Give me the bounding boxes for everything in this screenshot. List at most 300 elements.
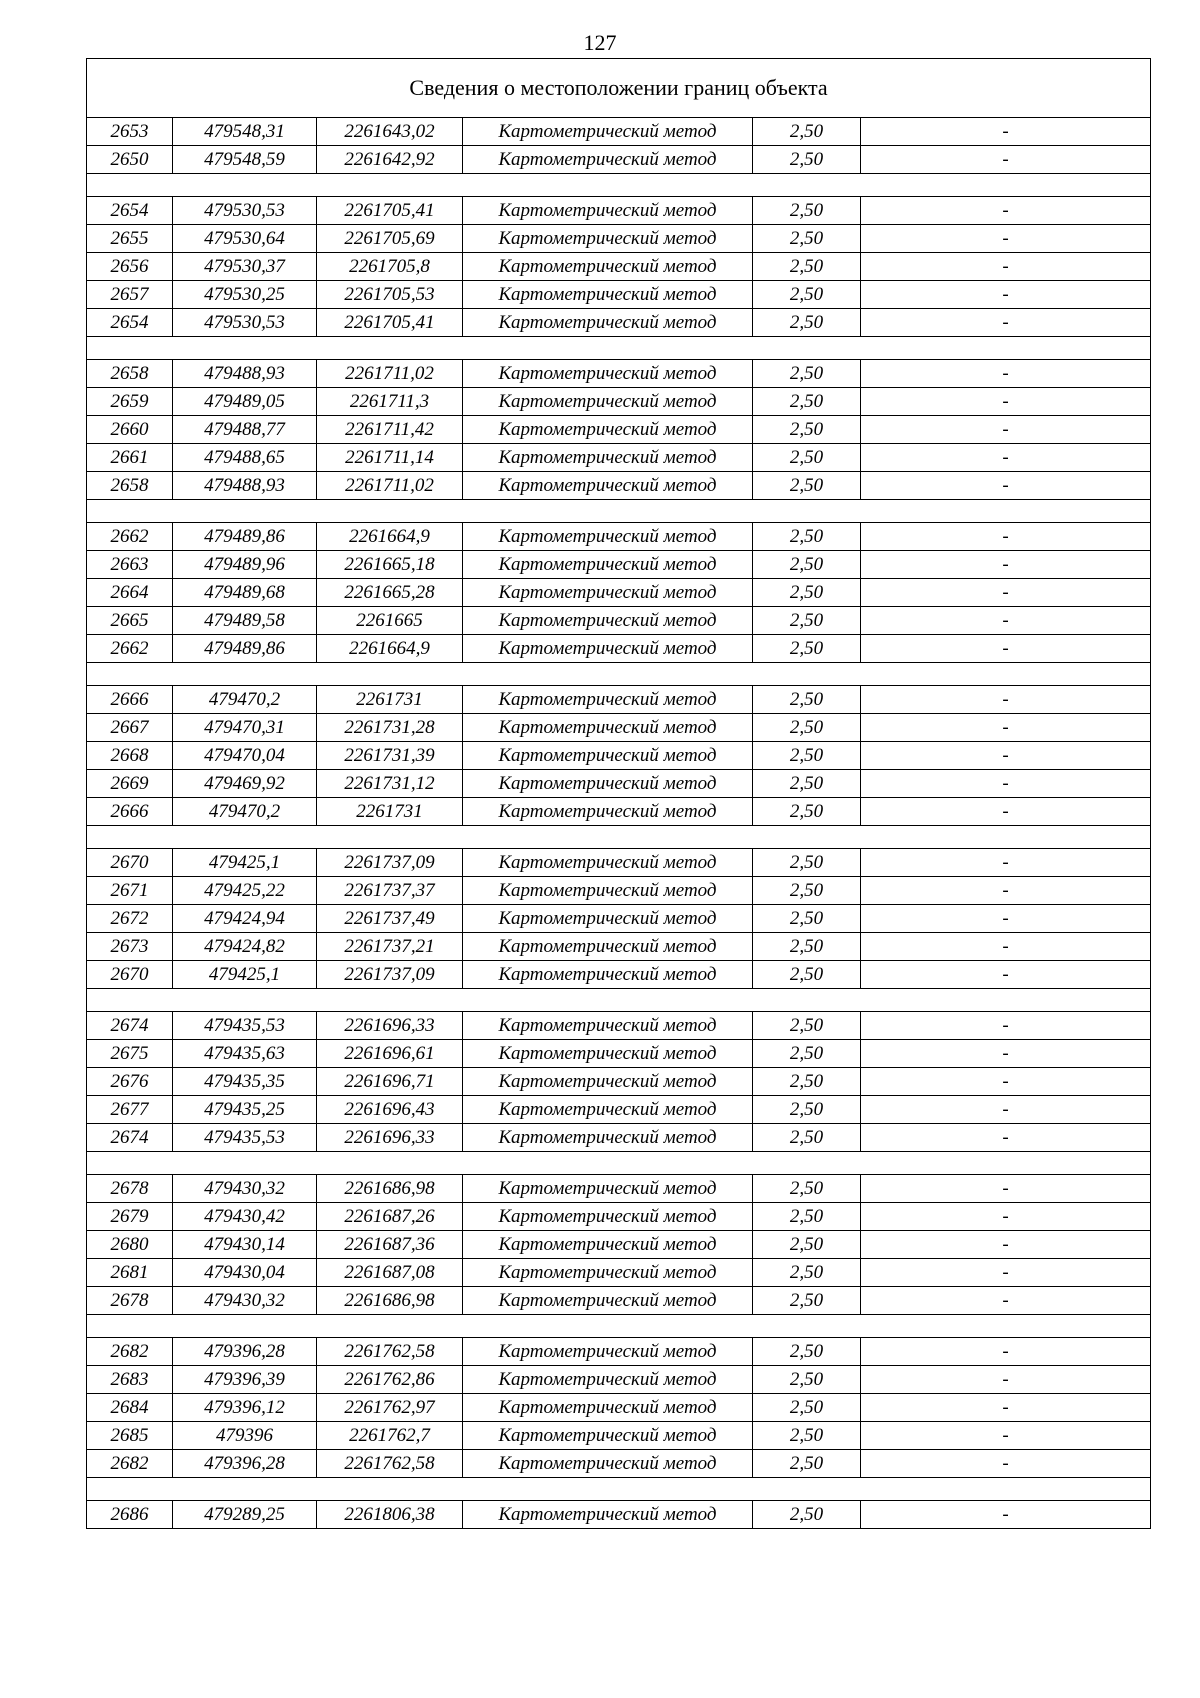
x-coordinate-cell: 479488,65 — [173, 444, 317, 472]
table-row — [87, 798, 1151, 826]
point-number-cell: 2682 — [87, 1450, 173, 1478]
y-coordinate-cell: 2261664,9 — [317, 523, 463, 551]
description-cell: - — [861, 472, 1151, 500]
point-number-cell: 2682 — [87, 1338, 173, 1366]
y-coordinate-cell: 2261696,33 — [317, 1124, 463, 1152]
table-row — [87, 714, 1151, 742]
method-cell: Картометрический метод — [463, 877, 753, 905]
point-number-cell: 2670 — [87, 961, 173, 989]
table-row — [87, 1287, 1151, 1315]
y-coordinate-cell: 2261705,41 — [317, 309, 463, 337]
method-cell: Картометрический метод — [463, 444, 753, 472]
point-number-cell: 2686 — [87, 1501, 173, 1529]
accuracy-cell: 2,50 — [753, 742, 861, 770]
point-number-cell: 2656 — [87, 253, 173, 281]
method-cell: Картометрический метод — [463, 146, 753, 174]
y-coordinate-cell: 2261762,86 — [317, 1366, 463, 1394]
table-row — [87, 1366, 1151, 1394]
table-row — [87, 146, 1151, 174]
x-coordinate-cell: 479425,1 — [173, 961, 317, 989]
point-number-cell: 2662 — [87, 635, 173, 663]
y-coordinate-cell: 2261762,58 — [317, 1450, 463, 1478]
accuracy-cell: 2,50 — [753, 607, 861, 635]
description-cell: - — [861, 388, 1151, 416]
description-cell: - — [861, 1394, 1151, 1422]
table-row — [87, 444, 1151, 472]
description-cell: - — [861, 1366, 1151, 1394]
method-cell: Картометрический метод — [463, 225, 753, 253]
y-coordinate-cell: 2261711,42 — [317, 416, 463, 444]
point-number-cell: 2669 — [87, 770, 173, 798]
table-row — [87, 933, 1151, 961]
description-cell: - — [861, 118, 1151, 146]
group-separator-row — [87, 989, 1151, 1012]
method-cell: Картометрический метод — [463, 1203, 753, 1231]
description-cell: - — [861, 607, 1151, 635]
accuracy-cell: 2,50 — [753, 635, 861, 663]
accuracy-cell: 2,50 — [753, 523, 861, 551]
table-row — [87, 579, 1151, 607]
point-number-cell: 2671 — [87, 877, 173, 905]
accuracy-cell: 2,50 — [753, 770, 861, 798]
x-coordinate-cell: 479289,25 — [173, 1501, 317, 1529]
method-cell: Картометрический метод — [463, 798, 753, 826]
y-coordinate-cell: 2261687,36 — [317, 1231, 463, 1259]
accuracy-cell: 2,50 — [753, 281, 861, 309]
description-cell: - — [861, 961, 1151, 989]
point-number-cell: 2663 — [87, 551, 173, 579]
method-cell: Картометрический метод — [463, 607, 753, 635]
y-coordinate-cell: 2261731,28 — [317, 714, 463, 742]
accuracy-cell: 2,50 — [753, 1259, 861, 1287]
description-cell: - — [861, 1287, 1151, 1315]
description-cell: - — [861, 877, 1151, 905]
y-coordinate-cell: 2261737,09 — [317, 849, 463, 877]
point-number-cell: 2681 — [87, 1259, 173, 1287]
separator-cell — [87, 1152, 1151, 1175]
method-cell: Картометрический метод — [463, 197, 753, 225]
table-row — [87, 1040, 1151, 1068]
accuracy-cell: 2,50 — [753, 1040, 861, 1068]
accuracy-cell: 2,50 — [753, 1366, 861, 1394]
table-title-row — [87, 59, 1151, 118]
accuracy-cell: 2,50 — [753, 849, 861, 877]
y-coordinate-cell: 2261762,58 — [317, 1338, 463, 1366]
table-row — [87, 905, 1151, 933]
table-body — [87, 118, 1151, 1529]
point-number-cell: 2653 — [87, 118, 173, 146]
accuracy-cell: 2,50 — [753, 1422, 861, 1450]
table-row — [87, 551, 1151, 579]
x-coordinate-cell: 479530,64 — [173, 225, 317, 253]
description-cell: - — [861, 1040, 1151, 1068]
accuracy-cell: 2,50 — [753, 444, 861, 472]
description-cell: - — [861, 197, 1151, 225]
accuracy-cell: 2,50 — [753, 416, 861, 444]
x-coordinate-cell: 479489,96 — [173, 551, 317, 579]
description-cell: - — [861, 1068, 1151, 1096]
page-number: 127 — [583, 30, 617, 55]
table-row — [87, 1450, 1151, 1478]
x-coordinate-cell: 479430,04 — [173, 1259, 317, 1287]
table-row — [87, 388, 1151, 416]
method-cell: Картометрический метод — [463, 281, 753, 309]
point-number-cell: 2678 — [87, 1175, 173, 1203]
x-coordinate-cell: 479488,93 — [173, 472, 317, 500]
separator-cell — [87, 826, 1151, 849]
method-cell: Картометрический метод — [463, 849, 753, 877]
description-cell: - — [861, 635, 1151, 663]
point-number-cell: 2658 — [87, 360, 173, 388]
description-cell: - — [861, 309, 1151, 337]
table-row — [87, 523, 1151, 551]
point-number-cell: 2654 — [87, 309, 173, 337]
y-coordinate-cell: 2261705,69 — [317, 225, 463, 253]
method-cell: Картометрический метод — [463, 360, 753, 388]
point-number-cell: 2677 — [87, 1096, 173, 1124]
x-coordinate-cell: 479488,93 — [173, 360, 317, 388]
point-number-cell: 2660 — [87, 416, 173, 444]
description-cell: - — [861, 742, 1151, 770]
x-coordinate-cell: 479424,94 — [173, 905, 317, 933]
separator-cell — [87, 989, 1151, 1012]
point-number-cell: 2657 — [87, 281, 173, 309]
x-coordinate-cell: 479470,31 — [173, 714, 317, 742]
table-row — [87, 1338, 1151, 1366]
table-row — [87, 1501, 1151, 1529]
table-row — [87, 253, 1151, 281]
point-number-cell: 2665 — [87, 607, 173, 635]
description-cell: - — [861, 1450, 1151, 1478]
point-number-cell: 2654 — [87, 197, 173, 225]
accuracy-cell: 2,50 — [753, 1124, 861, 1152]
method-cell: Картометрический метод — [463, 714, 753, 742]
description-cell: - — [861, 714, 1151, 742]
accuracy-cell: 2,50 — [753, 118, 861, 146]
method-cell: Картометрический метод — [463, 1366, 753, 1394]
point-number-cell: 2674 — [87, 1012, 173, 1040]
y-coordinate-cell: 2261665,18 — [317, 551, 463, 579]
x-coordinate-cell: 479489,68 — [173, 579, 317, 607]
point-number-cell: 2667 — [87, 714, 173, 742]
accuracy-cell: 2,50 — [753, 309, 861, 337]
method-cell: Картометрический метод — [463, 1012, 753, 1040]
y-coordinate-cell: 2261696,71 — [317, 1068, 463, 1096]
method-cell: Картометрический метод — [463, 309, 753, 337]
y-coordinate-cell: 2261643,02 — [317, 118, 463, 146]
separator-cell — [87, 1315, 1151, 1338]
table-row — [87, 1259, 1151, 1287]
y-coordinate-cell: 2261731 — [317, 798, 463, 826]
table-title: Сведения о местоположении границ объекта — [87, 59, 1151, 118]
method-cell: Картометрический метод — [463, 686, 753, 714]
group-separator-row — [87, 826, 1151, 849]
x-coordinate-cell: 479396,39 — [173, 1366, 317, 1394]
point-number-cell: 2680 — [87, 1231, 173, 1259]
method-cell: Картометрический метод — [463, 1450, 753, 1478]
x-coordinate-cell: 479435,53 — [173, 1124, 317, 1152]
separator-cell — [87, 174, 1151, 197]
method-cell: Картометрический метод — [463, 472, 753, 500]
accuracy-cell: 2,50 — [753, 877, 861, 905]
table-row — [87, 1422, 1151, 1450]
accuracy-cell: 2,50 — [753, 472, 861, 500]
x-coordinate-cell: 479548,59 — [173, 146, 317, 174]
x-coordinate-cell: 479396 — [173, 1422, 317, 1450]
table-row — [87, 225, 1151, 253]
accuracy-cell: 2,50 — [753, 1203, 861, 1231]
y-coordinate-cell: 2261737,37 — [317, 877, 463, 905]
x-coordinate-cell: 479489,86 — [173, 523, 317, 551]
point-number-cell: 2662 — [87, 523, 173, 551]
accuracy-cell: 2,50 — [753, 714, 861, 742]
boundary-coordinates-table — [86, 58, 1151, 1529]
y-coordinate-cell: 2261711,02 — [317, 360, 463, 388]
point-number-cell: 2661 — [87, 444, 173, 472]
accuracy-cell: 2,50 — [753, 1394, 861, 1422]
y-coordinate-cell: 2261665 — [317, 607, 463, 635]
accuracy-cell: 2,50 — [753, 686, 861, 714]
point-number-cell: 2658 — [87, 472, 173, 500]
point-number-cell: 2670 — [87, 849, 173, 877]
method-cell: Картометрический метод — [463, 118, 753, 146]
description-cell: - — [861, 416, 1151, 444]
method-cell: Картометрический метод — [463, 1096, 753, 1124]
method-cell: Картометрический метод — [463, 551, 753, 579]
table-row — [87, 770, 1151, 798]
y-coordinate-cell: 2261687,08 — [317, 1259, 463, 1287]
x-coordinate-cell: 479435,35 — [173, 1068, 317, 1096]
x-coordinate-cell: 479530,37 — [173, 253, 317, 281]
accuracy-cell: 2,50 — [753, 1068, 861, 1096]
accuracy-cell: 2,50 — [753, 146, 861, 174]
method-cell: Картометрический метод — [463, 1231, 753, 1259]
description-cell: - — [861, 1096, 1151, 1124]
point-number-cell: 2683 — [87, 1366, 173, 1394]
table-row — [87, 742, 1151, 770]
table-row — [87, 877, 1151, 905]
method-cell: Картометрический метод — [463, 905, 753, 933]
y-coordinate-cell: 2261696,61 — [317, 1040, 463, 1068]
accuracy-cell: 2,50 — [753, 1175, 861, 1203]
group-separator-row — [87, 337, 1151, 360]
table-row — [87, 1068, 1151, 1096]
x-coordinate-cell: 479430,42 — [173, 1203, 317, 1231]
table-row — [87, 360, 1151, 388]
table-row — [87, 607, 1151, 635]
accuracy-cell: 2,50 — [753, 933, 861, 961]
description-cell: - — [861, 281, 1151, 309]
x-coordinate-cell: 479470,04 — [173, 742, 317, 770]
y-coordinate-cell: 2261806,38 — [317, 1501, 463, 1529]
description-cell: - — [861, 1175, 1151, 1203]
y-coordinate-cell: 2261731 — [317, 686, 463, 714]
y-coordinate-cell: 2261642,92 — [317, 146, 463, 174]
separator-cell — [87, 1478, 1151, 1501]
method-cell: Картометрический метод — [463, 933, 753, 961]
table-row — [87, 118, 1151, 146]
table-row — [87, 472, 1151, 500]
y-coordinate-cell: 2261737,21 — [317, 933, 463, 961]
table-row — [87, 197, 1151, 225]
y-coordinate-cell: 2261762,97 — [317, 1394, 463, 1422]
description-cell: - — [861, 1259, 1151, 1287]
accuracy-cell: 2,50 — [753, 798, 861, 826]
x-coordinate-cell: 479530,25 — [173, 281, 317, 309]
point-number-cell: 2664 — [87, 579, 173, 607]
method-cell: Картометрический метод — [463, 1338, 753, 1366]
accuracy-cell: 2,50 — [753, 1096, 861, 1124]
description-cell: - — [861, 1203, 1151, 1231]
table-row — [87, 1096, 1151, 1124]
description-cell: - — [861, 360, 1151, 388]
table-row — [87, 1231, 1151, 1259]
method-cell: Картометрический метод — [463, 1068, 753, 1096]
y-coordinate-cell: 2261664,9 — [317, 635, 463, 663]
x-coordinate-cell: 479489,86 — [173, 635, 317, 663]
description-cell: - — [861, 933, 1151, 961]
point-number-cell: 2684 — [87, 1394, 173, 1422]
point-number-cell: 2666 — [87, 798, 173, 826]
table-row — [87, 1012, 1151, 1040]
point-number-cell: 2650 — [87, 146, 173, 174]
x-coordinate-cell: 479435,25 — [173, 1096, 317, 1124]
x-coordinate-cell: 479430,14 — [173, 1231, 317, 1259]
point-number-cell: 2673 — [87, 933, 173, 961]
y-coordinate-cell: 2261696,43 — [317, 1096, 463, 1124]
description-cell: - — [861, 849, 1151, 877]
method-cell: Картометрический метод — [463, 253, 753, 281]
description-cell: - — [861, 1501, 1151, 1529]
y-coordinate-cell: 2261705,41 — [317, 197, 463, 225]
table-row — [87, 281, 1151, 309]
table-row — [87, 416, 1151, 444]
accuracy-cell: 2,50 — [753, 551, 861, 579]
group-separator-row — [87, 1315, 1151, 1338]
point-number-cell: 2676 — [87, 1068, 173, 1096]
method-cell: Картометрический метод — [463, 742, 753, 770]
method-cell: Картометрический метод — [463, 416, 753, 444]
x-coordinate-cell: 479530,53 — [173, 197, 317, 225]
accuracy-cell: 2,50 — [753, 1501, 861, 1529]
y-coordinate-cell: 2261696,33 — [317, 1012, 463, 1040]
table-row — [87, 1175, 1151, 1203]
x-coordinate-cell: 479435,63 — [173, 1040, 317, 1068]
y-coordinate-cell: 2261705,8 — [317, 253, 463, 281]
point-number-cell: 2675 — [87, 1040, 173, 1068]
y-coordinate-cell: 2261711,3 — [317, 388, 463, 416]
accuracy-cell: 2,50 — [753, 197, 861, 225]
point-number-cell: 2668 — [87, 742, 173, 770]
separator-cell — [87, 500, 1151, 523]
table-row — [87, 1203, 1151, 1231]
point-number-cell: 2679 — [87, 1203, 173, 1231]
table-row — [87, 961, 1151, 989]
description-cell: - — [861, 1422, 1151, 1450]
description-cell: - — [861, 1012, 1151, 1040]
point-number-cell: 2674 — [87, 1124, 173, 1152]
accuracy-cell: 2,50 — [753, 253, 861, 281]
description-cell: - — [861, 551, 1151, 579]
y-coordinate-cell: 2261687,26 — [317, 1203, 463, 1231]
description-cell: - — [861, 798, 1151, 826]
group-separator-row — [87, 174, 1151, 197]
accuracy-cell: 2,50 — [753, 1012, 861, 1040]
table-row — [87, 635, 1151, 663]
method-cell: Картометрический метод — [463, 635, 753, 663]
description-cell: - — [861, 523, 1151, 551]
accuracy-cell: 2,50 — [753, 579, 861, 607]
accuracy-cell: 2,50 — [753, 961, 861, 989]
description-cell: - — [861, 225, 1151, 253]
x-coordinate-cell: 479425,1 — [173, 849, 317, 877]
description-cell: - — [861, 444, 1151, 472]
method-cell: Картометрический метод — [463, 1040, 753, 1068]
method-cell: Картометрический метод — [463, 388, 753, 416]
x-coordinate-cell: 479530,53 — [173, 309, 317, 337]
description-cell: - — [861, 1338, 1151, 1366]
x-coordinate-cell: 479430,32 — [173, 1287, 317, 1315]
accuracy-cell: 2,50 — [753, 1338, 861, 1366]
point-number-cell: 2659 — [87, 388, 173, 416]
description-cell: - — [861, 1231, 1151, 1259]
accuracy-cell: 2,50 — [753, 905, 861, 933]
x-coordinate-cell: 479424,82 — [173, 933, 317, 961]
x-coordinate-cell: 479470,2 — [173, 686, 317, 714]
x-coordinate-cell: 479470,2 — [173, 798, 317, 826]
description-cell: - — [861, 770, 1151, 798]
method-cell: Картометрический метод — [463, 1259, 753, 1287]
y-coordinate-cell: 2261686,98 — [317, 1175, 463, 1203]
group-separator-row — [87, 1152, 1151, 1175]
y-coordinate-cell: 2261711,14 — [317, 444, 463, 472]
point-number-cell: 2685 — [87, 1422, 173, 1450]
accuracy-cell: 2,50 — [753, 225, 861, 253]
table-row — [87, 849, 1151, 877]
point-number-cell: 2655 — [87, 225, 173, 253]
table-row — [87, 686, 1151, 714]
y-coordinate-cell: 2261731,12 — [317, 770, 463, 798]
method-cell: Картометрический метод — [463, 1175, 753, 1203]
group-separator-row — [87, 500, 1151, 523]
accuracy-cell: 2,50 — [753, 1231, 861, 1259]
y-coordinate-cell: 2261711,02 — [317, 472, 463, 500]
accuracy-cell: 2,50 — [753, 1287, 861, 1315]
x-coordinate-cell: 479425,22 — [173, 877, 317, 905]
y-coordinate-cell: 2261731,39 — [317, 742, 463, 770]
y-coordinate-cell: 2261737,09 — [317, 961, 463, 989]
method-cell: Картометрический метод — [463, 1422, 753, 1450]
x-coordinate-cell: 479489,05 — [173, 388, 317, 416]
x-coordinate-cell: 479469,92 — [173, 770, 317, 798]
method-cell: Картометрический метод — [463, 961, 753, 989]
y-coordinate-cell: 2261737,49 — [317, 905, 463, 933]
x-coordinate-cell: 479489,58 — [173, 607, 317, 635]
table-row — [87, 309, 1151, 337]
method-cell: Картометрический метод — [463, 579, 753, 607]
x-coordinate-cell: 479396,28 — [173, 1450, 317, 1478]
method-cell: Картометрический метод — [463, 1124, 753, 1152]
x-coordinate-cell: 479396,28 — [173, 1338, 317, 1366]
description-cell: - — [861, 1124, 1151, 1152]
point-number-cell: 2666 — [87, 686, 173, 714]
accuracy-cell: 2,50 — [753, 360, 861, 388]
x-coordinate-cell: 479548,31 — [173, 118, 317, 146]
description-cell: - — [861, 905, 1151, 933]
point-number-cell: 2678 — [87, 1287, 173, 1315]
x-coordinate-cell: 479396,12 — [173, 1394, 317, 1422]
accuracy-cell: 2,50 — [753, 1450, 861, 1478]
